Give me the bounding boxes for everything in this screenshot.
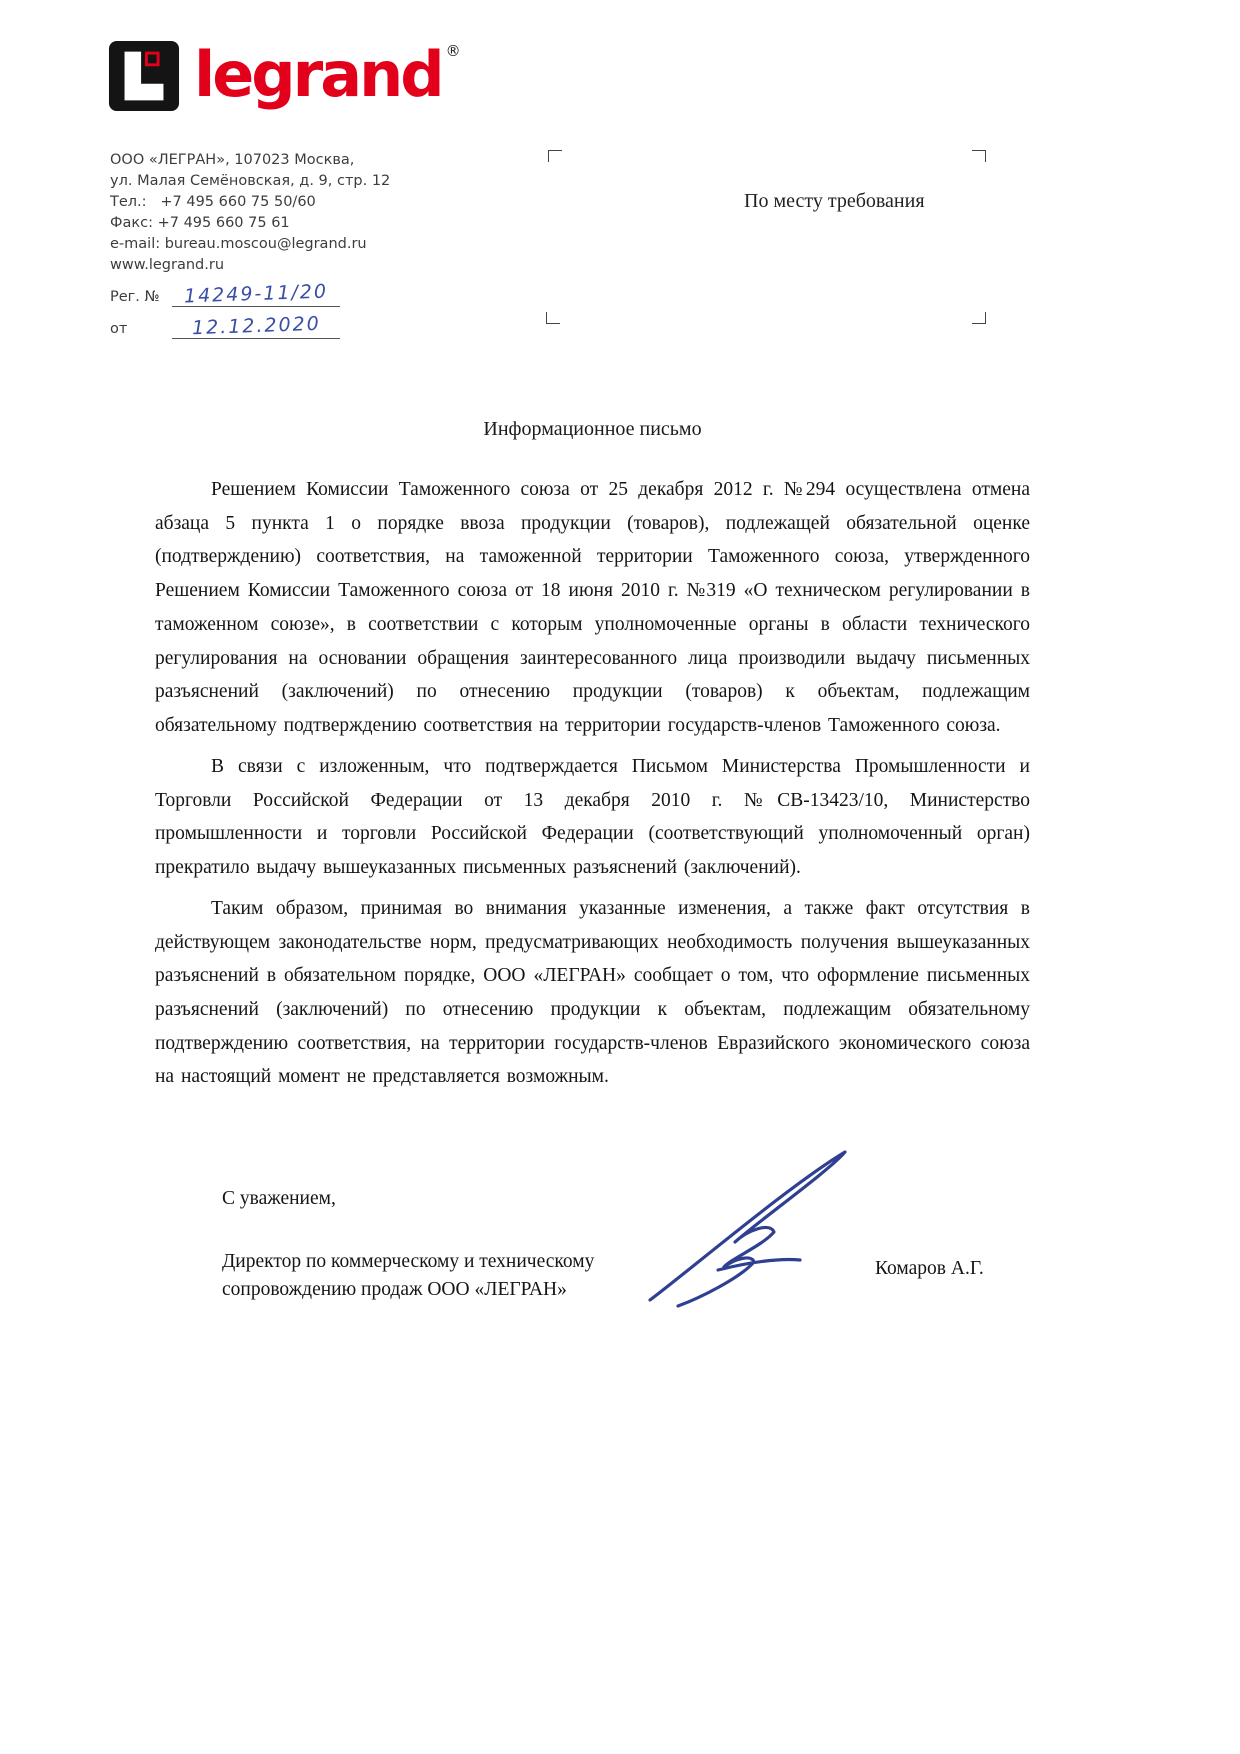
signer-title-line-2: сопровождению продаж ООО «ЛЕГРАН» bbox=[222, 1279, 567, 1301]
registration-number-row bbox=[110, 280, 340, 308]
legrand-logo bbox=[108, 40, 461, 112]
corner-mark-top-left bbox=[548, 150, 562, 162]
signer-name: Комаров А.Г. bbox=[875, 1258, 984, 1279]
company-name-address: ООО «ЛЕГРАН», 107023 Москва, bbox=[110, 152, 355, 168]
registration-date-field bbox=[172, 312, 340, 340]
company-website: www.legrand.ru bbox=[110, 257, 225, 274]
corner-mark-top-right bbox=[972, 150, 986, 162]
company-phone: Тел.: +7 495 660 75 50/60 bbox=[110, 194, 316, 211]
legrand-wordmark: legrand bbox=[194, 38, 442, 111]
registration-number-field bbox=[172, 280, 340, 308]
signer-title-line-1: Директор по коммерческому и техническому bbox=[222, 1251, 595, 1272]
closing-block bbox=[222, 1188, 594, 1305]
company-fax: Факс: +7 495 660 75 61 bbox=[110, 215, 290, 232]
signature bbox=[630, 1140, 880, 1320]
corner-mark-bottom-left bbox=[546, 312, 560, 324]
registration-date-row bbox=[110, 312, 340, 340]
letter-body bbox=[155, 418, 1030, 1101]
company-contact-block bbox=[110, 150, 390, 276]
letter-paragraph-1: Решением Комиссии Таможенного союза от 25 декабря 2012 г. №294 осуществлена отмена абзаца 5 пункта 1 о порядке ввоза продукции (товаров), подлежащей обязательной оценке (подтверждению) соответствия, на таможенной территории Таможенного союза, утвержденного Решением Комиссии Таможенного союза от 18 июня 2010 г. №319 «О техническом регулировании в таможенном союзе», в соответствии с которым уполномоченные органы в области технического регулирования на основании обращения заинтересованного лица производили выдачу письменных разъяснений (заключений) по отнесению продукции (товаров) к объектам, подлежащим обязательному подтверждению соответствия на территории государств-членов Таможенного союза. bbox=[155, 479, 1030, 737]
registration-date-label: от bbox=[110, 321, 128, 337]
company-street: ул. Малая Семёновская, д. 9, стр. 12 bbox=[110, 173, 391, 190]
legrand-logo-icon bbox=[108, 40, 180, 112]
closing-salutation: С уважением, bbox=[222, 1188, 336, 1209]
registration-number-label: Рег. № bbox=[110, 289, 160, 305]
handwritten-date: 12.12.2020 bbox=[191, 312, 321, 340]
corner-mark-bottom-right bbox=[972, 312, 986, 324]
registration-block bbox=[110, 280, 340, 347]
letter-paragraph-2: В связи с изложенным, что подтверждается Письмом Министерства Промышленности и Торговли Российской Федерации от 13 декабря 2010 г. №СВ-13423/10, Министерство промышленности и торговли Российской Федерации (соответствующий уполномоченный орган) прекратило выдачу вышеуказанных письменных разъяснений (заключений). bbox=[155, 755, 1030, 879]
letter-title: Информационное письмо bbox=[483, 418, 702, 440]
company-email: e-mail: bureau.moscou@legrand.ru bbox=[110, 236, 367, 253]
registered-trademark-symbol: ® bbox=[445, 42, 461, 60]
handwritten-registration-number: 14249-11/20 bbox=[183, 280, 329, 308]
letter-paragraph-3: Таким образом, принимая во внимания указанные изменения, а также факт отсутствия в действующем законодательстве норм, предусматривающих необходимость получения вышеуказанных разъяснений в обязательном порядке, ООО «ЛЕГРАН» сообщает о том, что оформление письменных разъяснений (заключений) по отнесению продукции к объектам, подлежащим обязательному подтверждению соответствия, на территории государств-членов Евразийского экономического союза на настоящий момент не представляется возможным. bbox=[155, 897, 1030, 1088]
recipient-line: По месту требования bbox=[744, 190, 925, 212]
